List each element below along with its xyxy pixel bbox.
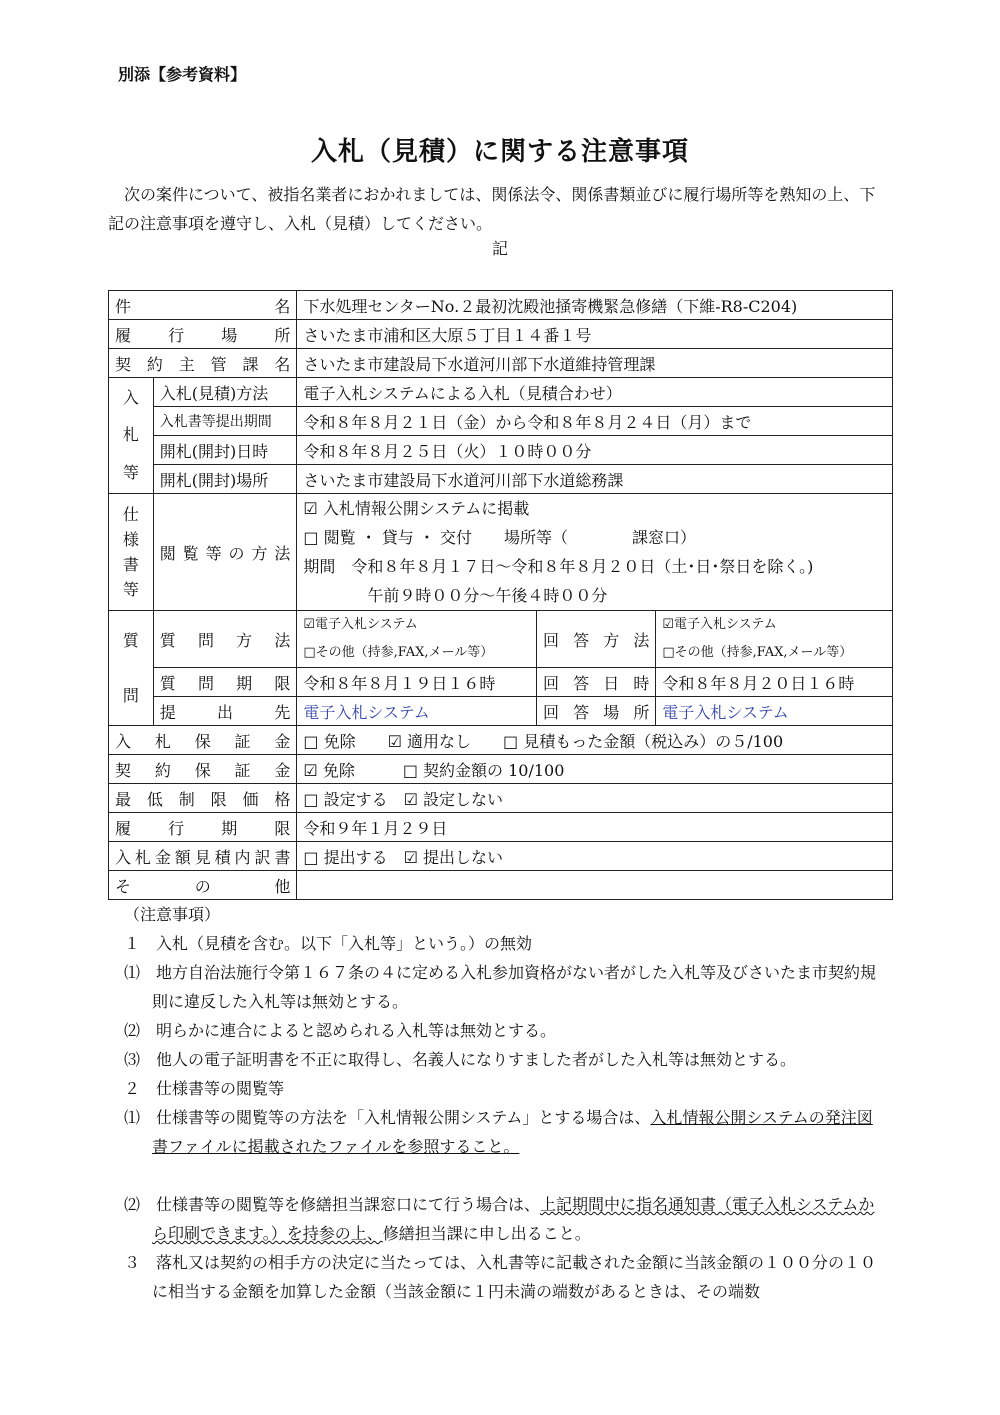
bid-period-value: 令和８年８月２１日（金）から令和８年８月２４日（月）まで — [297, 407, 893, 436]
row-min-price — [109, 784, 893, 813]
bid-group-char: 札 — [122, 425, 139, 445]
place-label: 履行場所 — [109, 320, 297, 349]
q-submit-link[interactable]: 電子入札システム — [297, 697, 537, 726]
note-2-2-emphasis: 上記期間中に指名通知書（電子入札システムから印刷できます。）を持参の上、 — [152, 1195, 875, 1243]
view-method-value — [297, 494, 893, 611]
row-contract-bond — [109, 755, 893, 784]
view-method-label: 閲覧等の方法 — [153, 494, 297, 611]
note-1-2: ⑵ 明らかに連合によると認められる入札等は無効とする。 — [124, 1021, 557, 1040]
a-date-label: 回答日時 — [536, 668, 655, 697]
a-place-link[interactable]: 電子入札システム — [656, 697, 893, 726]
conditions-table — [108, 290, 893, 900]
place-value: さいたま市浦和区大原５丁目１４番１号 — [297, 320, 893, 349]
note-2-2 — [108, 1190, 888, 1248]
question-group-label — [109, 611, 154, 726]
question-group-char: 問 — [122, 685, 139, 705]
bid-method-label: 入札(見積)方法 — [153, 378, 297, 407]
a-place-label: 回答場所 — [536, 697, 655, 726]
project-label: 件名 — [109, 291, 297, 320]
bid-group-label — [109, 378, 154, 494]
note-2-2-text: ⑵ 仕様書等の閲覧等を修繕担当課窓口にて行う場合は、 — [124, 1195, 541, 1214]
a-date-value: 令和８年８月２０日１６時 — [656, 668, 893, 697]
note-2-2-tail: 修繕担当課に申し出ること。 — [382, 1224, 591, 1243]
bid-group-char: 入 — [122, 388, 139, 408]
dept-value: さいたま市建設局下水道河川部下水道維持管理課 — [297, 349, 893, 378]
open-place-value: さいたま市建設局下水道河川部下水道総務課 — [297, 465, 893, 494]
q-method-value — [297, 611, 537, 668]
row-dept — [109, 349, 893, 378]
row-breakdown — [109, 842, 893, 871]
row-deadline — [109, 813, 893, 842]
dept-label: 契約主管課名 — [109, 349, 297, 378]
open-date-value: 令和８年８月２５日（火）１０時００分 — [297, 436, 893, 465]
spec-group-char: 様 — [122, 529, 139, 549]
min-price-label: 最低制限価格 — [109, 784, 297, 813]
note-2-1-emphasis: 入札情報公開システムの発注図書ファイルに掲載されたファイルを参照すること。 — [152, 1108, 873, 1156]
row-other — [109, 871, 893, 900]
row-project — [109, 291, 893, 320]
question-group-char: 質 — [122, 630, 139, 650]
project-value: 下水処理センターNo.２最初沈殿池掻寄機緊急修繕（下維-R8-C204) — [297, 291, 893, 320]
a-method-value — [656, 611, 893, 668]
q-deadline-label: 質問期限 — [153, 668, 297, 697]
row-open-place — [109, 465, 893, 494]
row-q-method — [109, 611, 893, 668]
row-bid-period — [109, 407, 893, 436]
attachment-label: 別添【参考資料】 — [118, 65, 247, 84]
note-1: １ 入札（見積を含む。以下「入札等」という。）の無効 — [124, 934, 533, 953]
note-2: ２ 仕様書等の閲覧等 — [124, 1079, 285, 1098]
row-bid-bond — [109, 726, 893, 755]
spacer — [108, 1161, 888, 1190]
view-line-publish: ☑ 入札情報公開システムに掲載 — [303, 499, 530, 518]
bid-period-label: 入札書等提出期間 — [153, 407, 297, 436]
bid-bond-value: □ 免除 ☑ 適用なし □ 見積もった金額（税込み）の５/100 — [297, 726, 893, 755]
a-method-option-2: □その他（持参,FAX,メール等） — [662, 645, 853, 660]
contract-bond-label: 契約保証金 — [109, 755, 297, 784]
spec-group-char: 等 — [122, 579, 139, 599]
row-open-date — [109, 436, 893, 465]
a-method-label: 回答方法 — [536, 611, 655, 668]
ki-marker: 記 — [491, 239, 508, 258]
notes-section — [108, 900, 888, 1306]
q-method-option-1: ☑電子入札システム — [303, 617, 418, 632]
note-2-1 — [108, 1103, 888, 1161]
note-2-1-text: ⑴ 仕様書等の閲覧等の方法を「入札情報公開システム」とする場合は、 — [124, 1108, 651, 1127]
note-1-3: ⑶ 他人の電子証明書を不正に取得し、名義人になりすました者がした入札等は無効とする。 — [124, 1050, 797, 1069]
other-value — [297, 871, 893, 900]
row-q-submit — [109, 697, 893, 726]
open-place-label: 開札(開封)場所 — [153, 465, 297, 494]
deadline-value: 令和９年１月２９日 — [297, 813, 893, 842]
view-line-hours: 午前９時００分～午後４時００分 — [367, 586, 608, 605]
bid-bond-label: 入札保証金 — [109, 726, 297, 755]
row-q-deadline — [109, 668, 893, 697]
note-1-1: ⑴ 地方自治法施行令第１６７条の４に定める入札参加資格がない者がした入札等及びさいたま市契約規則に違反した入札等は無効とする。 — [124, 963, 877, 1011]
breakdown-label: 入札金額見積内訳書 — [109, 842, 297, 871]
q-method-option-2: □その他（持参,FAX,メール等） — [303, 645, 494, 660]
q-method-label: 質問方法 — [153, 611, 297, 668]
bid-group-char: 等 — [122, 462, 139, 482]
q-deadline-value: 令和８年８月１９日１６時 — [297, 668, 537, 697]
min-price-value: □ 設定する ☑ 設定しない — [297, 784, 893, 813]
row-spec — [109, 494, 893, 611]
bid-method-value: 電子入札システムによる入札（見積合わせ） — [297, 378, 893, 407]
notes-heading: （注意事項） — [124, 905, 221, 924]
contract-bond-value: ☑ 免除 □ 契約金額の 10/100 — [297, 755, 893, 784]
spec-group-label — [109, 494, 154, 611]
view-line-options: □ 閲覧 ・ 貸与 ・ 交付 場所等（ 課窓口） — [303, 528, 696, 547]
row-bid-method — [109, 378, 893, 407]
deadline-label: 履行期限 — [109, 813, 297, 842]
page-title: 入札（見積）に関する注意事項 — [310, 137, 689, 167]
intro-paragraph: 次の案件について、被指名業者におかれましては、関係法令、関係書類並びに履行場所等を熟知の上、下記の注意事項を遵守し、入札（見積）してください。 — [108, 185, 876, 233]
a-method-option-1: ☑電子入札システム — [662, 617, 777, 632]
breakdown-value: □ 提出する ☑ 提出しない — [297, 842, 893, 871]
q-submit-label: 提出先 — [153, 697, 297, 726]
spec-group-char: 書 — [122, 554, 139, 574]
open-date-label: 開札(開封)日時 — [153, 436, 297, 465]
row-place — [109, 320, 893, 349]
view-line-period: 期間 令和８年８月１７日～令和８年８月２０日（土･日･祭日を除く。) — [303, 557, 814, 576]
other-label: その他 — [109, 871, 297, 900]
note-3: ３ 落札又は契約の相手方の決定に当たっては、入札書等に記載された金額に当該金額の１００分の１０に相当する金額を加算した金額（当該金額に１円未満の端数があるときは、その端数 — [124, 1253, 877, 1301]
spec-group-char: 仕 — [122, 504, 139, 524]
